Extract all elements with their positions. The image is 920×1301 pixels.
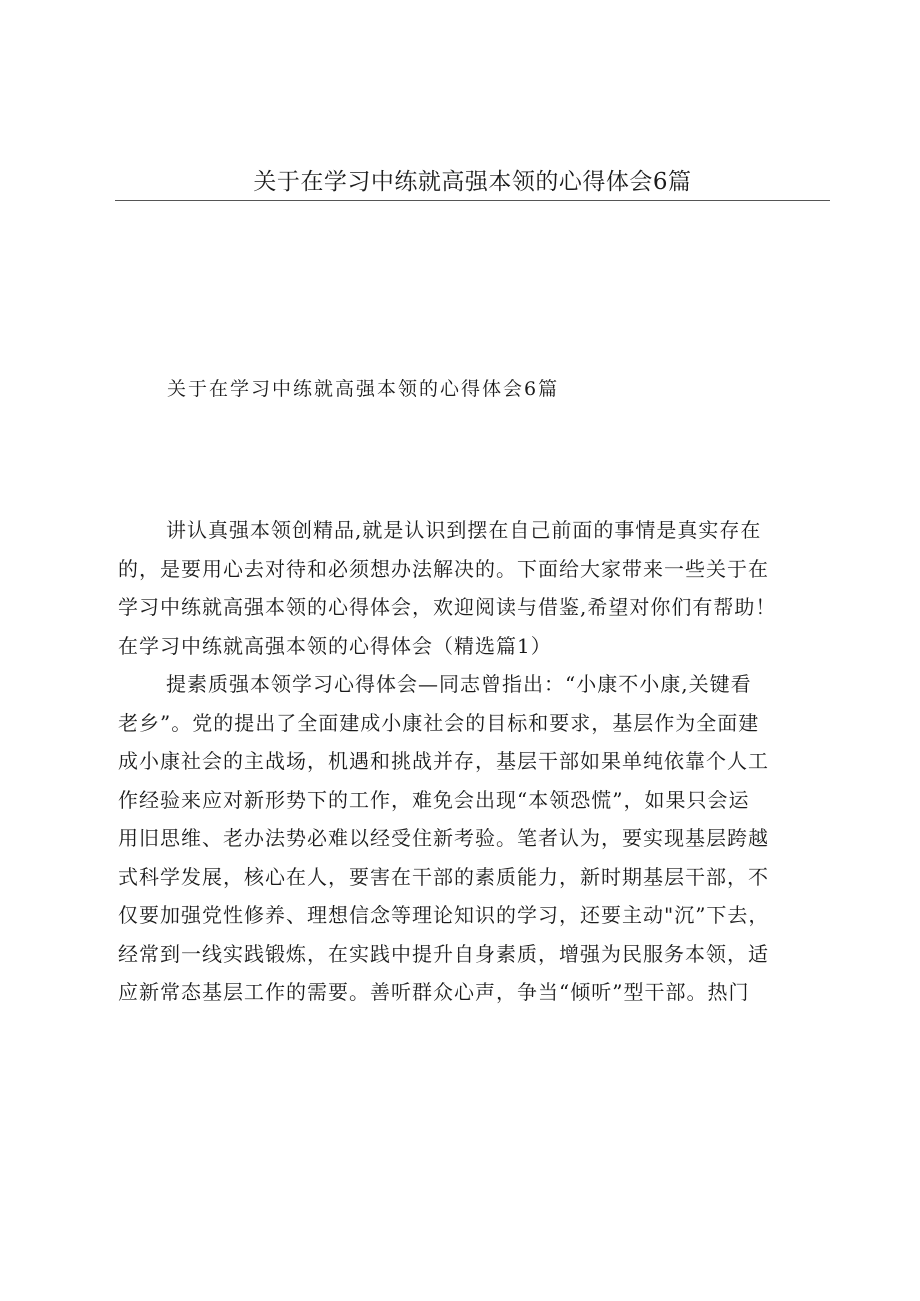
body-line: 经常到一线实践锻炼，在实践中提升自身素质，增强为民服务本领，适 [118,941,769,966]
body-line: 式科学发展，核心在人，要害在干部的素质能力，新时期基层干部，不 [118,864,769,889]
body-line: 讲认真强本领创精品,就是认识到摆在自己前面的事情是真实存在 [166,518,762,542]
body-line: 作经验来应对新形势下的工作，难免会出现“本领恐慌”，如果只会运 [118,787,750,812]
document-title: 关于在学习中练就高强本领的心得体会6篇 [167,378,560,400]
body-line: 仅要加强党性修养、理想信念等理论知识的学习，还要主动"沉”下去， [118,903,770,927]
body-line: 用旧思维、老办法势必难以经受住新考验。笔者认为，要实现基层跨越 [118,826,769,850]
page-header [115,164,830,201]
header-title: 关于在学习中练就高强本领的心得体会6篇 [253,169,692,195]
body-line: 学习中练就高强本领的心得体会，欢迎阅读与借鉴,希望对你们有帮助！ [118,595,777,619]
body-line: 提素质强本领学习心得体会—同志曾指出：“小康不小康,关键看 [166,672,752,696]
body-line: 老乡”。党的提出了全面建成小康社会的目标和要求，基层作为全面建 [118,710,760,735]
body-line: 应新常态基层工作的需要。善听群众心声，争当“倾听”型干部。热门 [118,980,750,1004]
body-line: 的，是要用心去对待和必须想办法解决的。下面给大家带来一些关于在 [118,556,769,581]
body-line: 成小康社会的主战场，机遇和挑战并存，基层干部如果单纯依靠个人工 [118,749,769,773]
document-body [118,511,830,1012]
section-heading: 在学习中练就高强本领的心得体会（精选篇1） [118,633,552,658]
